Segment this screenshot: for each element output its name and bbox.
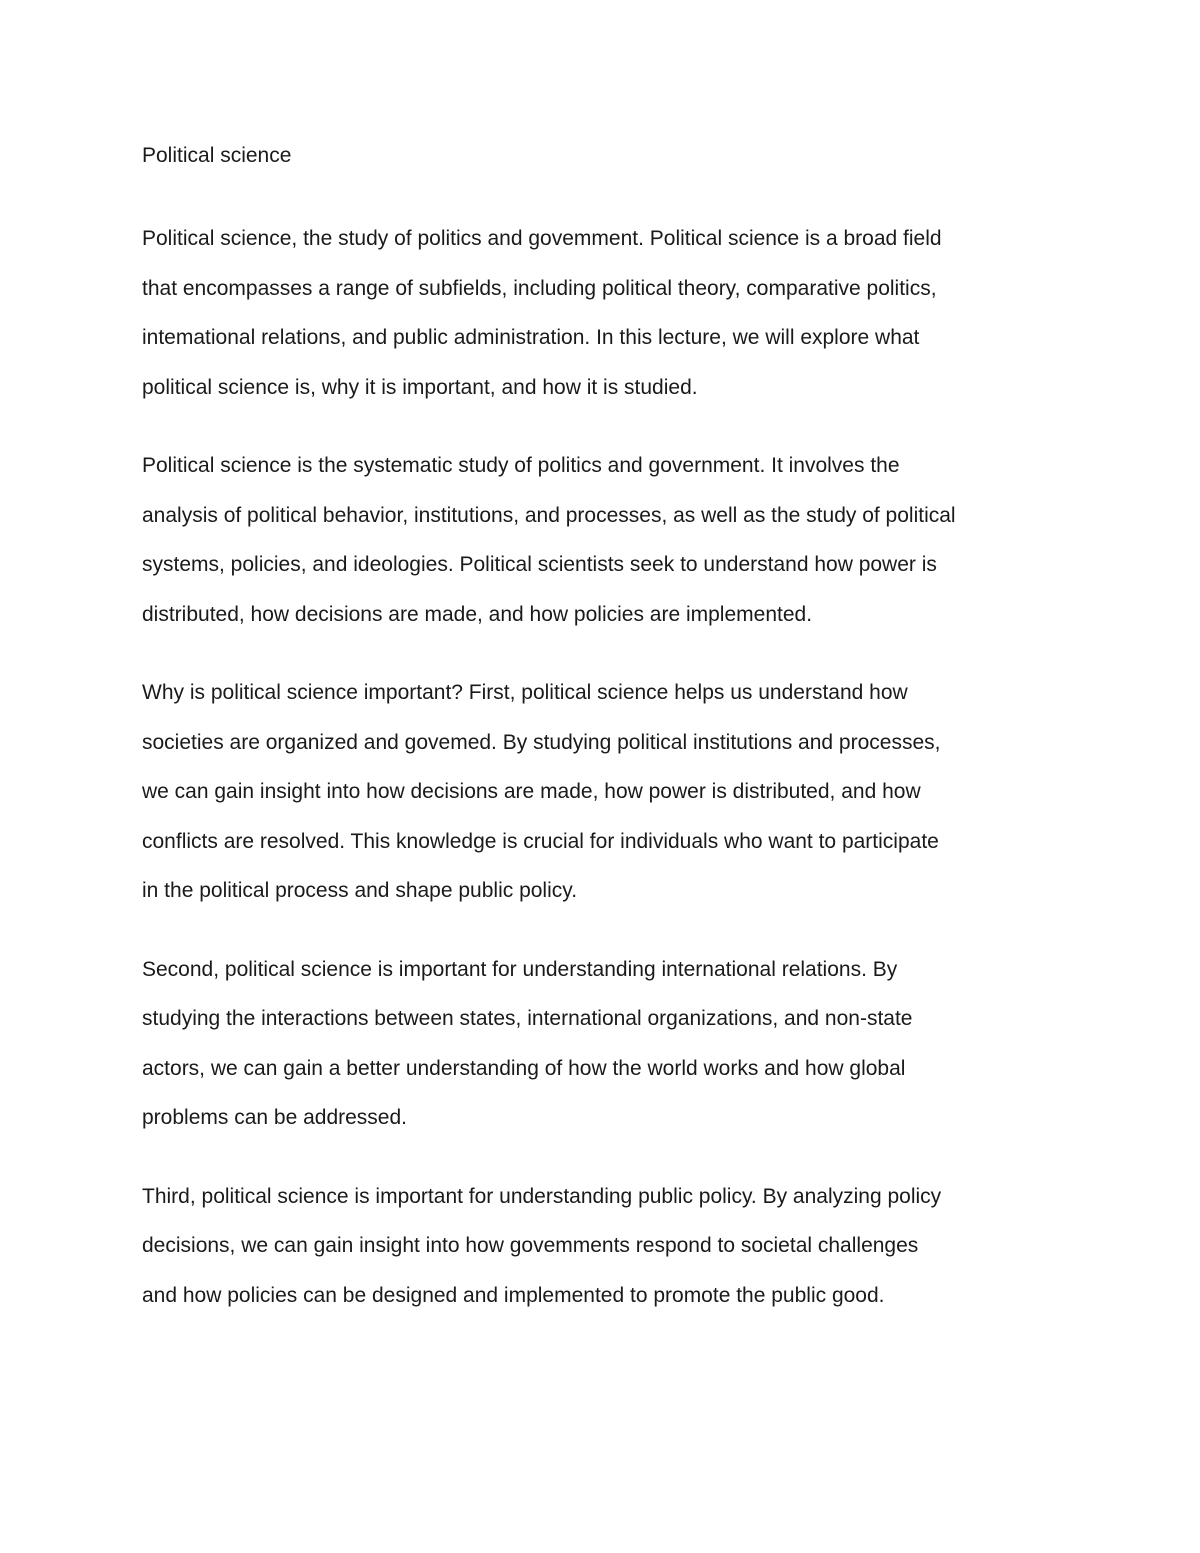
text-line: systems, policies, and ideologies. Political scientists seek to understand how power is xyxy=(142,553,937,576)
text-line: in the political process and shape public policy. xyxy=(142,879,578,902)
paragraph-international-relations xyxy=(142,945,1072,1143)
text-line: decisions, we can gain insight into how govemments respond to societal challenges xyxy=(142,1234,919,1257)
document-body xyxy=(142,136,1072,1320)
paragraph-public-policy xyxy=(142,1172,1072,1321)
text-line: and how policies can be designed and implemented to promote the public good. xyxy=(142,1283,885,1307)
text-line: conflicts are resolved. This knowledge is crucial for individuals who want to participate xyxy=(142,829,939,853)
text-line: distributed, how decisions are made, and how policies are implemented. xyxy=(142,602,813,626)
text-line: problems can be addressed. xyxy=(142,1106,407,1129)
text-line: Third, political science is important for understanding public policy. By analyzing policy xyxy=(142,1184,942,1208)
text-line: Second, political science is important for understanding international relations. By xyxy=(142,957,898,981)
text-line: Political science is the systematic study of politics and government. It involves the xyxy=(142,454,900,477)
text-line: studying the interactions between states, international organizations, and non-state xyxy=(142,1007,913,1030)
paragraph-definition xyxy=(142,441,1072,639)
paragraph-introduction xyxy=(142,214,1072,412)
text-line: societies are organized and govemed. By studying political institutions and processes, xyxy=(142,730,941,754)
text-line: that encompasses a range of subfields, including political theory, comparative politics, xyxy=(142,276,937,300)
text-line: actors, we can gain a better understanding of how the world works and how global xyxy=(142,1056,906,1080)
text-line: Political science, the study of politics and govemment. Political science is a broad field xyxy=(142,227,942,250)
text-line: we can gain insight into how decisions are made, how power is distributed, and how xyxy=(142,780,921,803)
text-line: analysis of political behavior, institutions, and processes, as well as the study of political xyxy=(142,503,956,527)
text-line: political science is, why it is important, and how it is studied. xyxy=(142,375,698,399)
document-title: Political science xyxy=(142,144,292,167)
paragraph-importance xyxy=(142,668,1072,916)
text-line: intemational relations, and public administration. In this lecture, we will explore what xyxy=(142,326,920,349)
text-line: Why is political science important? First, political science helps us understand how xyxy=(142,681,908,704)
